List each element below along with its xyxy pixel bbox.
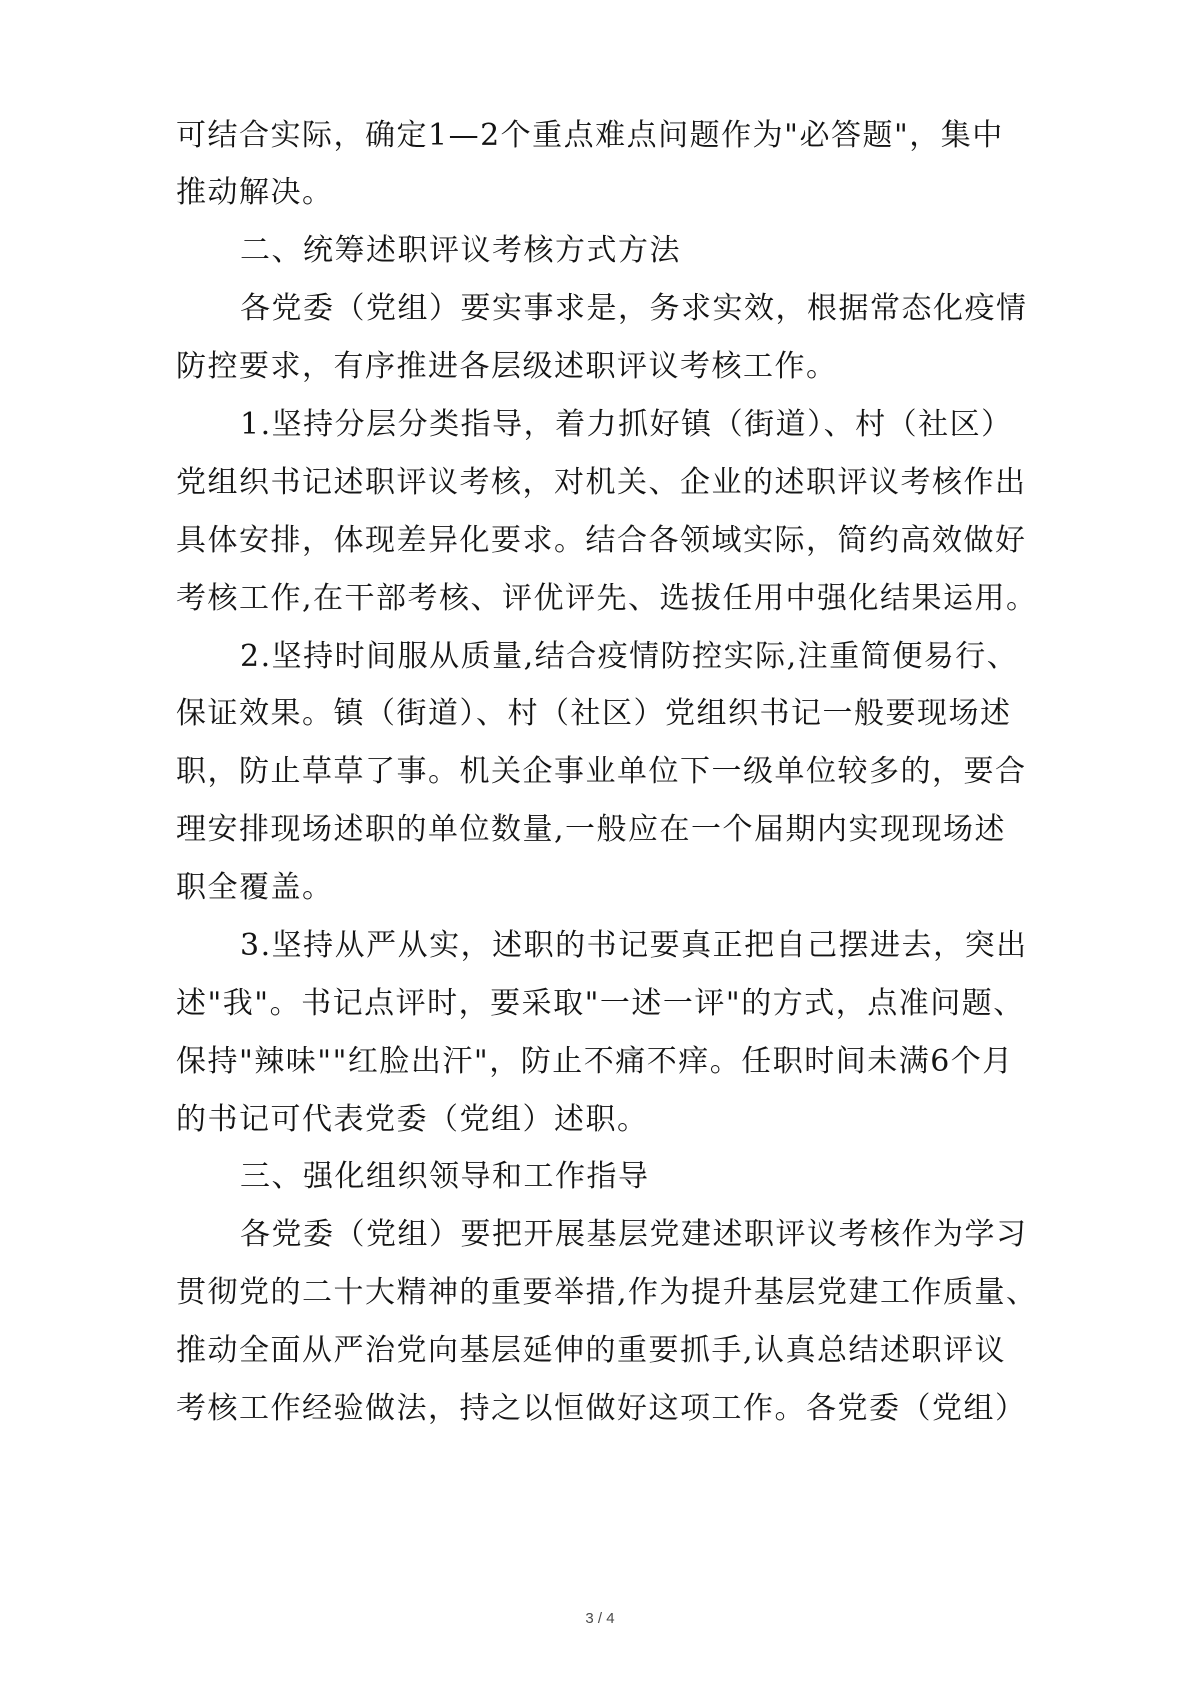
section-heading-2: 二、统筹述职评议考核方式方法	[240, 233, 681, 268]
text-line-18: 的书记可代表党委（党组）述职。	[176, 1102, 649, 1137]
section-heading-3: 三、强化组织领导和工作指导	[240, 1159, 650, 1194]
text-line-11: 保证效果。镇（街道）、村（社区）党组织书记一般要现场述	[176, 696, 1012, 731]
text-line-6: 1.坚持分层分类指导，着力抓好镇（街道）、村（社区）	[240, 407, 1013, 442]
page-number: 3 / 4	[585, 1610, 615, 1627]
text-line-9: 考核工作,在干部考核、评优评先、选拔任用中强化结果运用。	[176, 581, 1038, 616]
text-line-12: 职，防止草草了事。机关企事业单位下一级单位较多的，要合	[176, 754, 1027, 789]
text-line-2: 推动解决。	[176, 175, 334, 210]
text-line-16: 述"我"。书记点评时，要采取"一述一评"的方式，点准问题、	[176, 986, 1025, 1021]
text-line-14: 职全覆盖。	[176, 870, 334, 905]
text-line-5: 防控要求，有序推进各层级述职评议考核工作。	[176, 349, 838, 384]
text-line-23: 考核工作经验做法，持之以恒做好这项工作。各党委（党组）	[176, 1391, 1027, 1426]
text-line-13: 理安排现场述职的单位数量,一般应在一个届期内实现现场述	[176, 812, 1007, 847]
text-line-17: 保持"辣味""红脸出汗"，防止不痛不痒。任职时间未满6个月	[176, 1044, 1014, 1079]
text-line-21: 贯彻党的二十大精神的重要举措,作为提升基层党建工作质量、	[176, 1275, 1038, 1310]
text-line-15: 3.坚持从严从实，述职的书记要真正把自己摆进去，突出	[240, 928, 1028, 963]
text-line-7: 党组织书记述职评议考核，对机关、企业的述职评议考核作出	[176, 465, 1027, 500]
text-line-8: 具体安排，体现差异化要求。结合各领域实际，简约高效做好	[176, 523, 1027, 558]
text-line-22: 推动全面从严治党向基层延伸的重要抓手,认真总结述职评议	[176, 1333, 1007, 1368]
text-line-1: 可结合实际，确定1—2个重点难点问题作为"必答题"，集中	[176, 118, 1004, 153]
text-line-20: 各党委（党组）要把开展基层党建述职评议考核作为学习	[240, 1217, 1028, 1252]
text-line-10: 2.坚持时间服从质量,结合疫情防控实际,注重简便易行、	[240, 639, 1019, 674]
text-line-4: 各党委（党组）要实事求是，务求实效，根据常态化疫情	[240, 291, 1028, 326]
